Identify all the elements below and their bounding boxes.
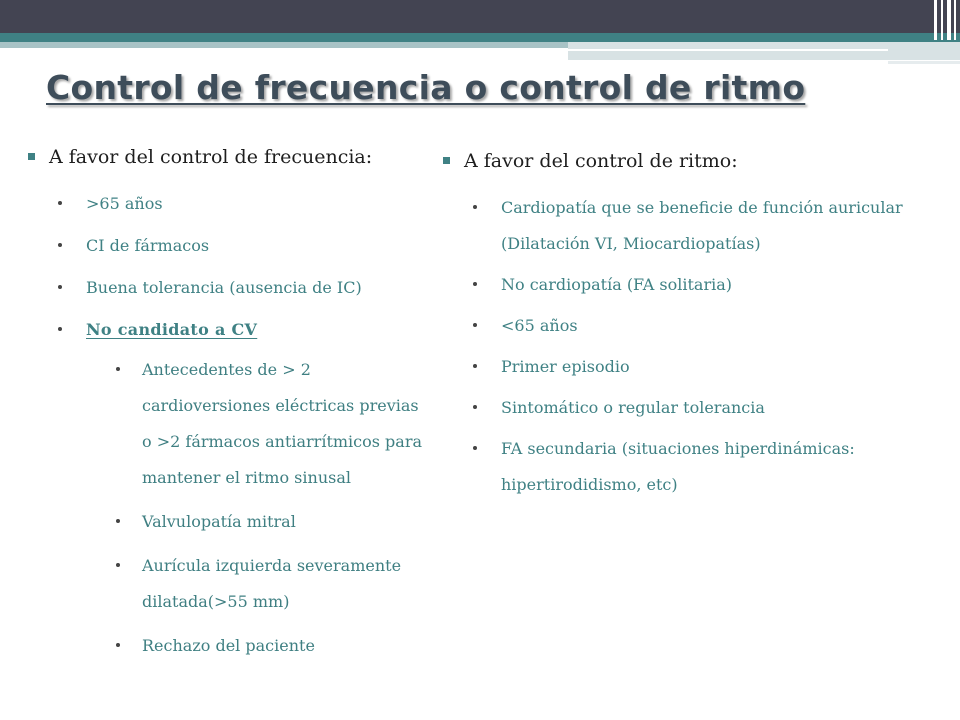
header-light-band-right: [568, 42, 960, 60]
left-list: [58, 186, 428, 664]
bullet-dot-icon: [116, 367, 120, 371]
sub-list-item: Valvulopatía mitral: [116, 504, 428, 540]
header-divider-line: [568, 49, 888, 51]
right-heading-text: A favor del control de ritmo:: [464, 150, 738, 172]
bullet-dot-icon: [473, 446, 477, 450]
bullet-dot-icon: [58, 285, 62, 289]
list-item: Buena tolerancia (ausencia de IC): [58, 270, 428, 306]
sub-list-item: Antecedentes de > 2 cardioversiones eléctricas previas o >2 fármacos antiarrítmicos para mantener el ritmo sinusal: [116, 352, 428, 496]
bullet-dot-icon: [473, 364, 477, 368]
header-divider-line-short: [888, 61, 960, 64]
list-item: Cardiopatía que se beneficie de función auricular (Dilatación VI, Miocardiopatías): [473, 190, 913, 262]
header-band: [0, 0, 960, 33]
sub-list-item: Aurícula izquierda severamente dilatada(>55 mm): [116, 548, 428, 620]
bullet-dot-icon: [473, 282, 477, 286]
list-item: >65 años: [58, 186, 428, 222]
header-light-band: [0, 42, 568, 48]
list-item: Primer episodio: [473, 349, 913, 385]
left-column: [28, 146, 428, 672]
list-item-no-candidato: [58, 312, 428, 664]
slide-title: Control de frecuencia o control de ritmo: [46, 68, 806, 107]
list-item: CI de fármacos: [58, 228, 428, 264]
header-vertical-lines: [930, 0, 960, 40]
bullet-dot-icon: [58, 201, 62, 205]
bullet-dot-icon: [58, 327, 62, 331]
header-accent-band: [0, 33, 960, 42]
bullet-dot-icon: [473, 205, 477, 209]
bullet-dot-icon: [473, 323, 477, 327]
list-item: FA secundaria (situaciones hiperdinámicas: hipertirodidismo, etc): [473, 431, 913, 503]
list-item: <65 años: [473, 308, 913, 344]
left-heading-text: A favor del control de frecuencia:: [49, 146, 373, 168]
bullet-dot-icon: [58, 243, 62, 247]
no-candidato-sublist: [116, 352, 428, 664]
bullet-dot-icon: [116, 563, 120, 567]
square-bullet-icon: [28, 153, 35, 160]
left-heading: [28, 146, 428, 168]
square-bullet-icon: [443, 157, 450, 164]
bullet-dot-icon: [116, 519, 120, 523]
list-item: No cardiopatía (FA solitaria): [473, 267, 913, 303]
bullet-dot-icon: [473, 405, 477, 409]
bullet-dot-icon: [116, 643, 120, 647]
no-candidato-label: No candidato a CV: [86, 320, 258, 339]
right-heading: [443, 150, 913, 172]
right-column: [443, 146, 913, 508]
sub-list-item: Rechazo del paciente: [116, 628, 428, 664]
right-list: [473, 190, 913, 503]
list-item: Sintomático o regular tolerancia: [473, 390, 913, 426]
